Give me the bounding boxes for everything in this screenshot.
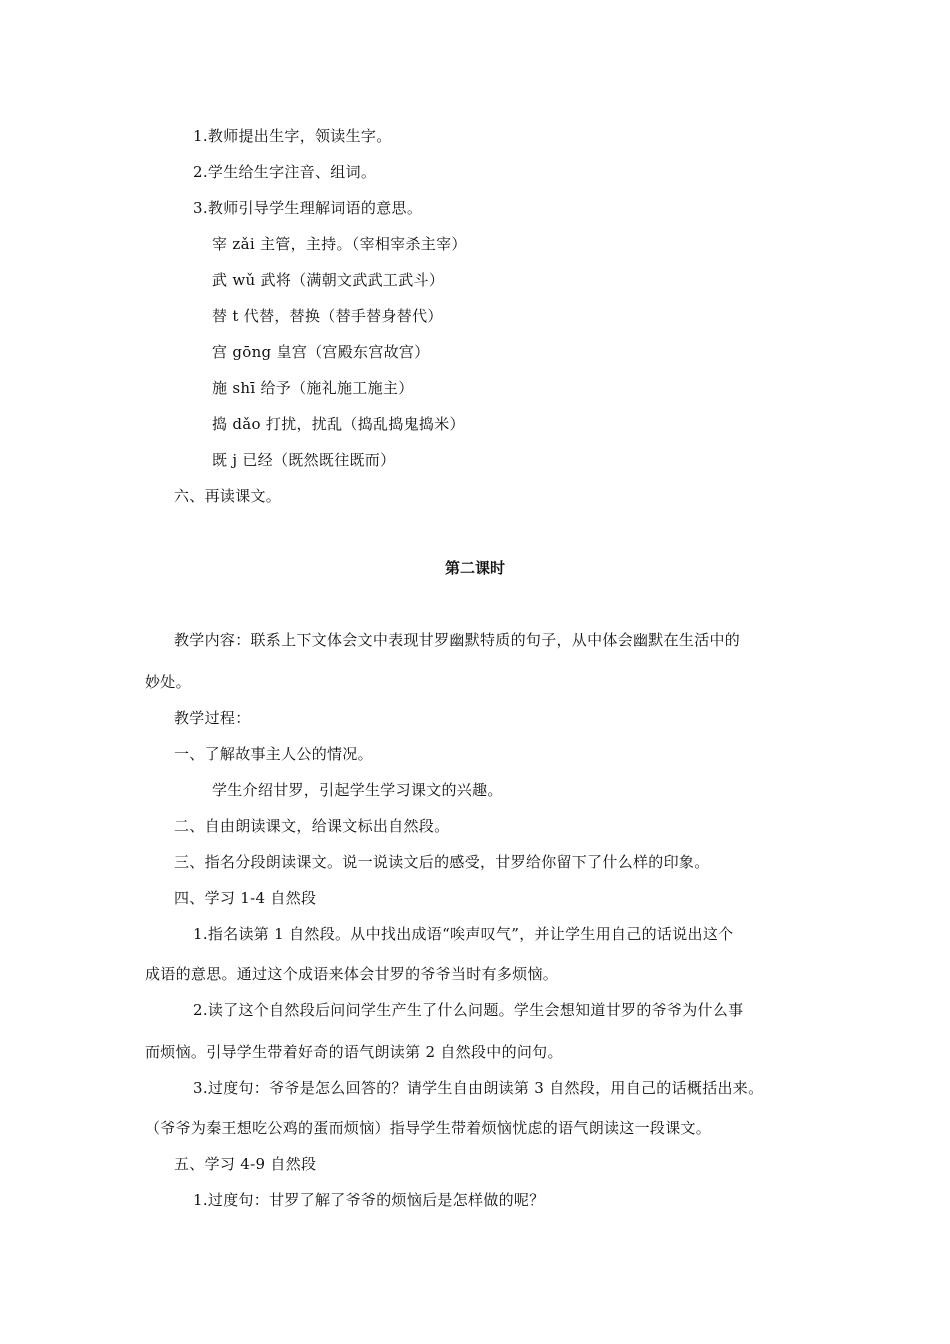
section-4-item-3: 3.过度句：爷爷是怎么回答的？请学生自由朗读第 3 自然段，用自己的话概括出来。: [193, 1079, 764, 1097]
step-3: 3.教师引导学生理解词语的意思。: [193, 199, 423, 217]
step-1: 1.教师提出生字，领读生字。: [193, 127, 392, 145]
section-4-item-2: 2.读了这个自然段后问问学生产生了什么问题。学生会想知道甘罗的爷爷为什么事: [193, 1001, 744, 1019]
step-2: 2.学生给生字注音、组词。: [193, 163, 377, 181]
section-5-item-1: 1.过度句：甘罗了解了爷爷的烦恼后是怎样做的呢？: [193, 1191, 545, 1209]
vocab-item: 既 j 已经（既然既往既而）: [212, 451, 396, 469]
section-5-heading: 五、学习 4-9 自然段: [174, 1155, 317, 1173]
section-3-heading: 三、指名分段朗读课文。说一说读文后的感受，甘罗给你留下了什么样的印象。: [174, 853, 710, 871]
section-1-heading: 一、了解故事主人公的情况。: [174, 745, 373, 763]
vocab-item: 捣 dǎo 打扰，扰乱（捣乱捣鬼捣米）: [212, 415, 465, 433]
vocab-item: 宫 gōng 皇宫（宫殿东宫故宫）: [212, 343, 430, 361]
vocab-item: 宰 zǎi 主管，主持。（宰相宰杀主宰）: [212, 235, 467, 253]
vocab-item: 施 shī 给予（施礼施工施主）: [212, 379, 414, 397]
section-4-heading: 四、学习 1-4 自然段: [174, 889, 317, 907]
section-1-detail: 学生介绍甘罗，引起学生学习课文的兴趣。: [212, 781, 503, 799]
section-4-item-1: 1.指名读第 1 自然段。从中找出成语“唉声叹气”，并让学生用自己的话说出这个: [193, 925, 734, 943]
section-4-item-3-cont: （爷爷为秦王想吃公鸡的蛋而烦恼）指导学生带着烦恼忧虑的语气朗读这一段课文。: [145, 1119, 712, 1137]
section-4-item-1-cont: 成语的意思。通过这个成语来体会甘罗的爷爷当时有多烦恼。: [145, 965, 559, 983]
teaching-content: 教学内容：联系上下文体会文中表现甘罗幽默特质的句子，从中体会幽默在生活中的: [174, 631, 741, 649]
lesson-2-title: 第二课时: [444, 559, 505, 577]
section-6-heading: 六、再读课文。: [174, 487, 282, 505]
vocab-item: 武 wǔ 武将（满朝文武武工武斗）: [212, 271, 445, 289]
teaching-content-cont: 妙处。: [145, 673, 191, 691]
section-2-heading: 二、自由朗读课文，给课文标出自然段。: [174, 817, 450, 835]
process-label: 教学过程：: [174, 709, 251, 727]
vocab-item: 替 t 代替，替换（替手替身替代）: [212, 307, 443, 325]
section-4-item-2-cont: 而烦恼。引导学生带着好奇的语气朗读第 2 自然段中的问句。: [145, 1043, 563, 1061]
